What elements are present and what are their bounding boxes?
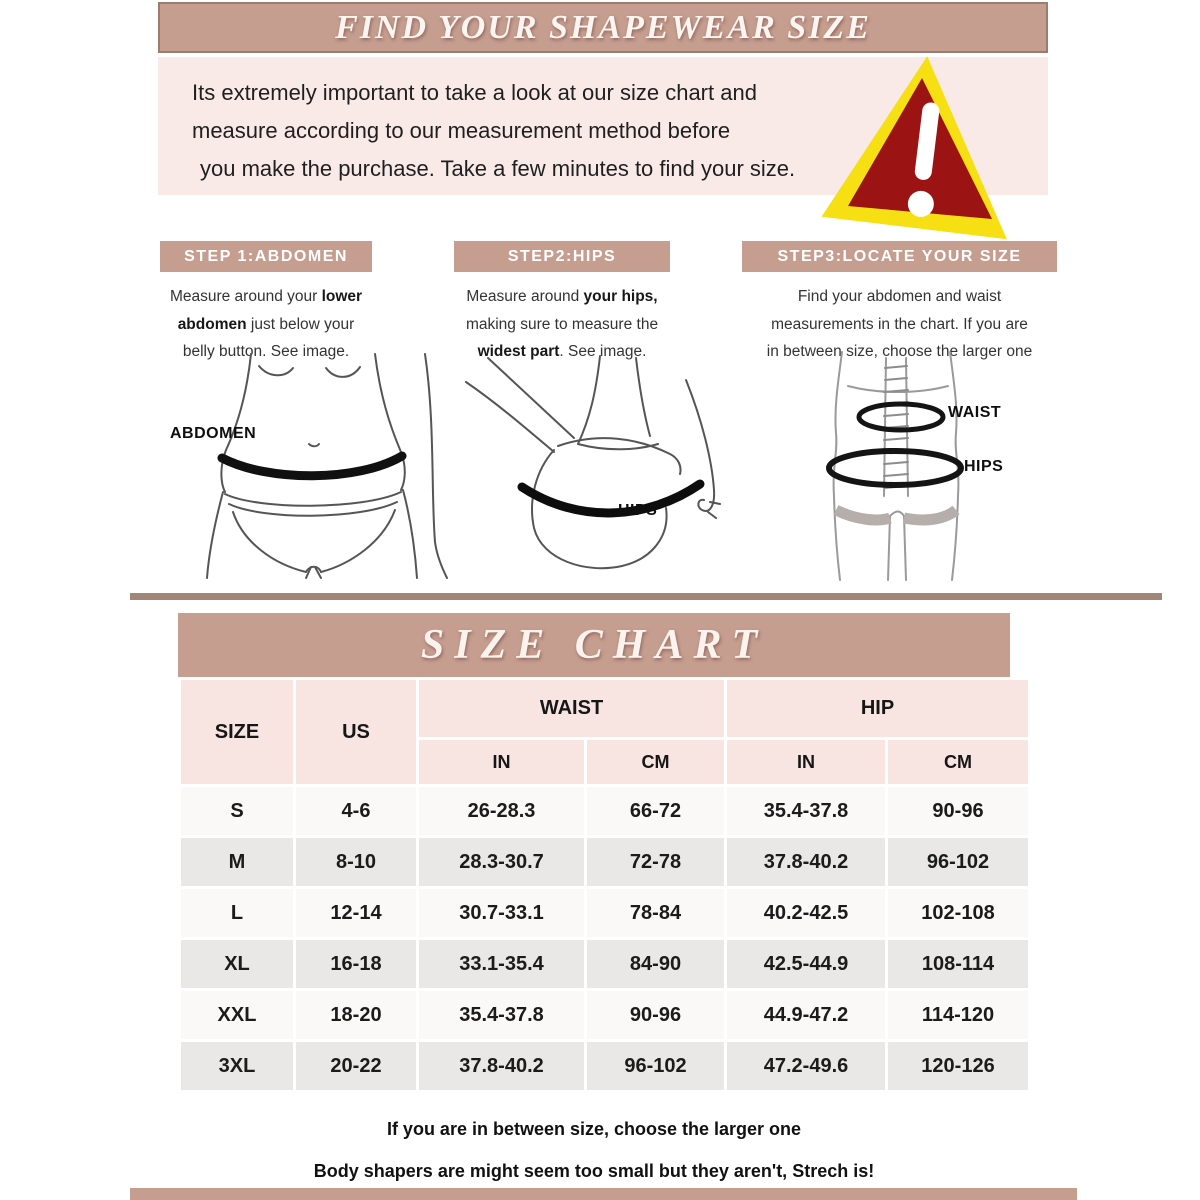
cell-hip_cm: 96-102 [888,838,1028,886]
hips-illustration [458,352,760,580]
footer-note-1: If you are in between size, choose the larger one [386,1119,802,1139]
cell-size: L [181,889,293,937]
col-header-us: US [296,680,416,784]
divider-bar-top [130,593,1162,600]
col-header-size: SIZE [181,680,293,784]
cell-hip_cm: 114-120 [888,991,1028,1039]
size-chart-title-bar [178,613,1010,677]
cell-waist_in: 33.1-35.4 [419,940,584,988]
cell-size: XXL [181,991,293,1039]
cell-size: XL [181,940,293,988]
step-text-line: in between size, choose the larger one [766,343,1033,360]
cell-size: S [181,787,293,835]
table-header-row [181,680,1028,737]
step-text-line: widest part. See image. [477,343,647,360]
waist-figure-label: WAIST [948,404,1002,421]
cell-hip_cm: 108-114 [888,940,1028,988]
warning-triangle-icon [812,52,1017,242]
abdomen-figure-label: ABDOMEN [170,425,257,442]
step-text-line: Measure around your hips, [466,288,658,305]
cell-waist_cm: 66-72 [587,787,724,835]
step-text-line: measurements in the chart. If you are [771,315,1028,333]
cell-hip_in: 44.9-47.2 [727,991,885,1039]
intro-text-line: Its extremely important to take a look at our size chart and [192,80,757,105]
locate-size-illustration [778,348,1080,583]
step-text-line: Measure around your lower [169,288,363,305]
cell-hip_in: 47.2-49.6 [727,1042,885,1090]
intro-text-line: you make the purchase. Take a few minutes to find your size. [200,156,796,181]
size-chart-title: SIZE CHART [420,622,768,668]
cell-hip_cm: 102-108 [888,889,1028,937]
size-row-xl [181,940,1028,988]
page-title: FIND YOUR SHAPEWEAR SIZE [335,8,871,46]
step-text-line: making sure to measure the [465,315,659,333]
step-2-hips [446,241,678,366]
cell-waist_in: 37.8-40.2 [419,1042,584,1090]
col-header-hip-in: IN [727,740,885,784]
col-header-waist-cm: CM [587,740,724,784]
hips-figure-label: HIPS [618,502,658,519]
cell-waist_in: 28.3-30.7 [419,838,584,886]
size-row-l [181,889,1028,937]
cell-hip_in: 35.4-37.8 [727,787,885,835]
abdomen-illustration [163,352,455,580]
hips-figure-label: HIPS [964,458,1004,475]
cell-hip_in: 37.8-40.2 [727,838,885,886]
col-header-waist-in: IN [419,740,584,784]
size-row-m [181,838,1028,886]
step-3-locate-size [742,241,1057,366]
step-1-header: STEP 1:ABDOMEN [160,241,372,272]
step-3-header: STEP3:LOCATE YOUR SIZE [742,241,1057,272]
col-header-hip-cm: CM [888,740,1028,784]
cell-waist_cm: 96-102 [587,1042,724,1090]
cell-size: 3XL [181,1042,293,1090]
size-row-s [181,787,1028,835]
intro-text-line: measure according to our measurement method before [192,118,731,143]
cell-us: 16-18 [296,940,416,988]
cell-waist_in: 35.4-37.8 [419,991,584,1039]
cell-waist_cm: 72-78 [587,838,724,886]
size-chart-rows [181,787,1028,1090]
cell-size: M [181,838,293,886]
divider-bar-bottom [130,1188,1077,1200]
cell-us: 12-14 [296,889,416,937]
size-row-xxl [181,991,1028,1039]
title-banner [158,2,1048,53]
step-text-line: Find your abdomen and waist [797,288,1002,305]
col-header-hip: HIP [727,680,1028,737]
cell-waist_cm: 78-84 [587,889,724,937]
cell-hip_in: 40.2-42.5 [727,889,885,937]
size-row-3xl [181,1042,1028,1090]
step-text-line: belly button. See image. [182,343,350,360]
cell-waist_in: 26-28.3 [419,787,584,835]
cell-hip_cm: 90-96 [888,787,1028,835]
cell-waist_in: 30.7-33.1 [419,889,584,937]
step-1-abdomen [152,241,380,366]
size-chart-table [178,677,1031,1093]
cell-waist_cm: 90-96 [587,991,724,1039]
cell-us: 8-10 [296,838,416,886]
footer-note-2: Body shapers are might seem too small but they aren't, Strech is! [313,1161,875,1181]
cell-hip_cm: 120-126 [888,1042,1028,1090]
col-header-waist: WAIST [419,680,724,737]
step-2-header: STEP2:HIPS [454,241,670,272]
cell-us: 18-20 [296,991,416,1039]
cell-us: 4-6 [296,787,416,835]
cell-us: 20-22 [296,1042,416,1090]
step-text-line: abdomen just below your [177,315,355,333]
cell-waist_cm: 84-90 [587,940,724,988]
cell-hip_in: 42.5-44.9 [727,940,885,988]
